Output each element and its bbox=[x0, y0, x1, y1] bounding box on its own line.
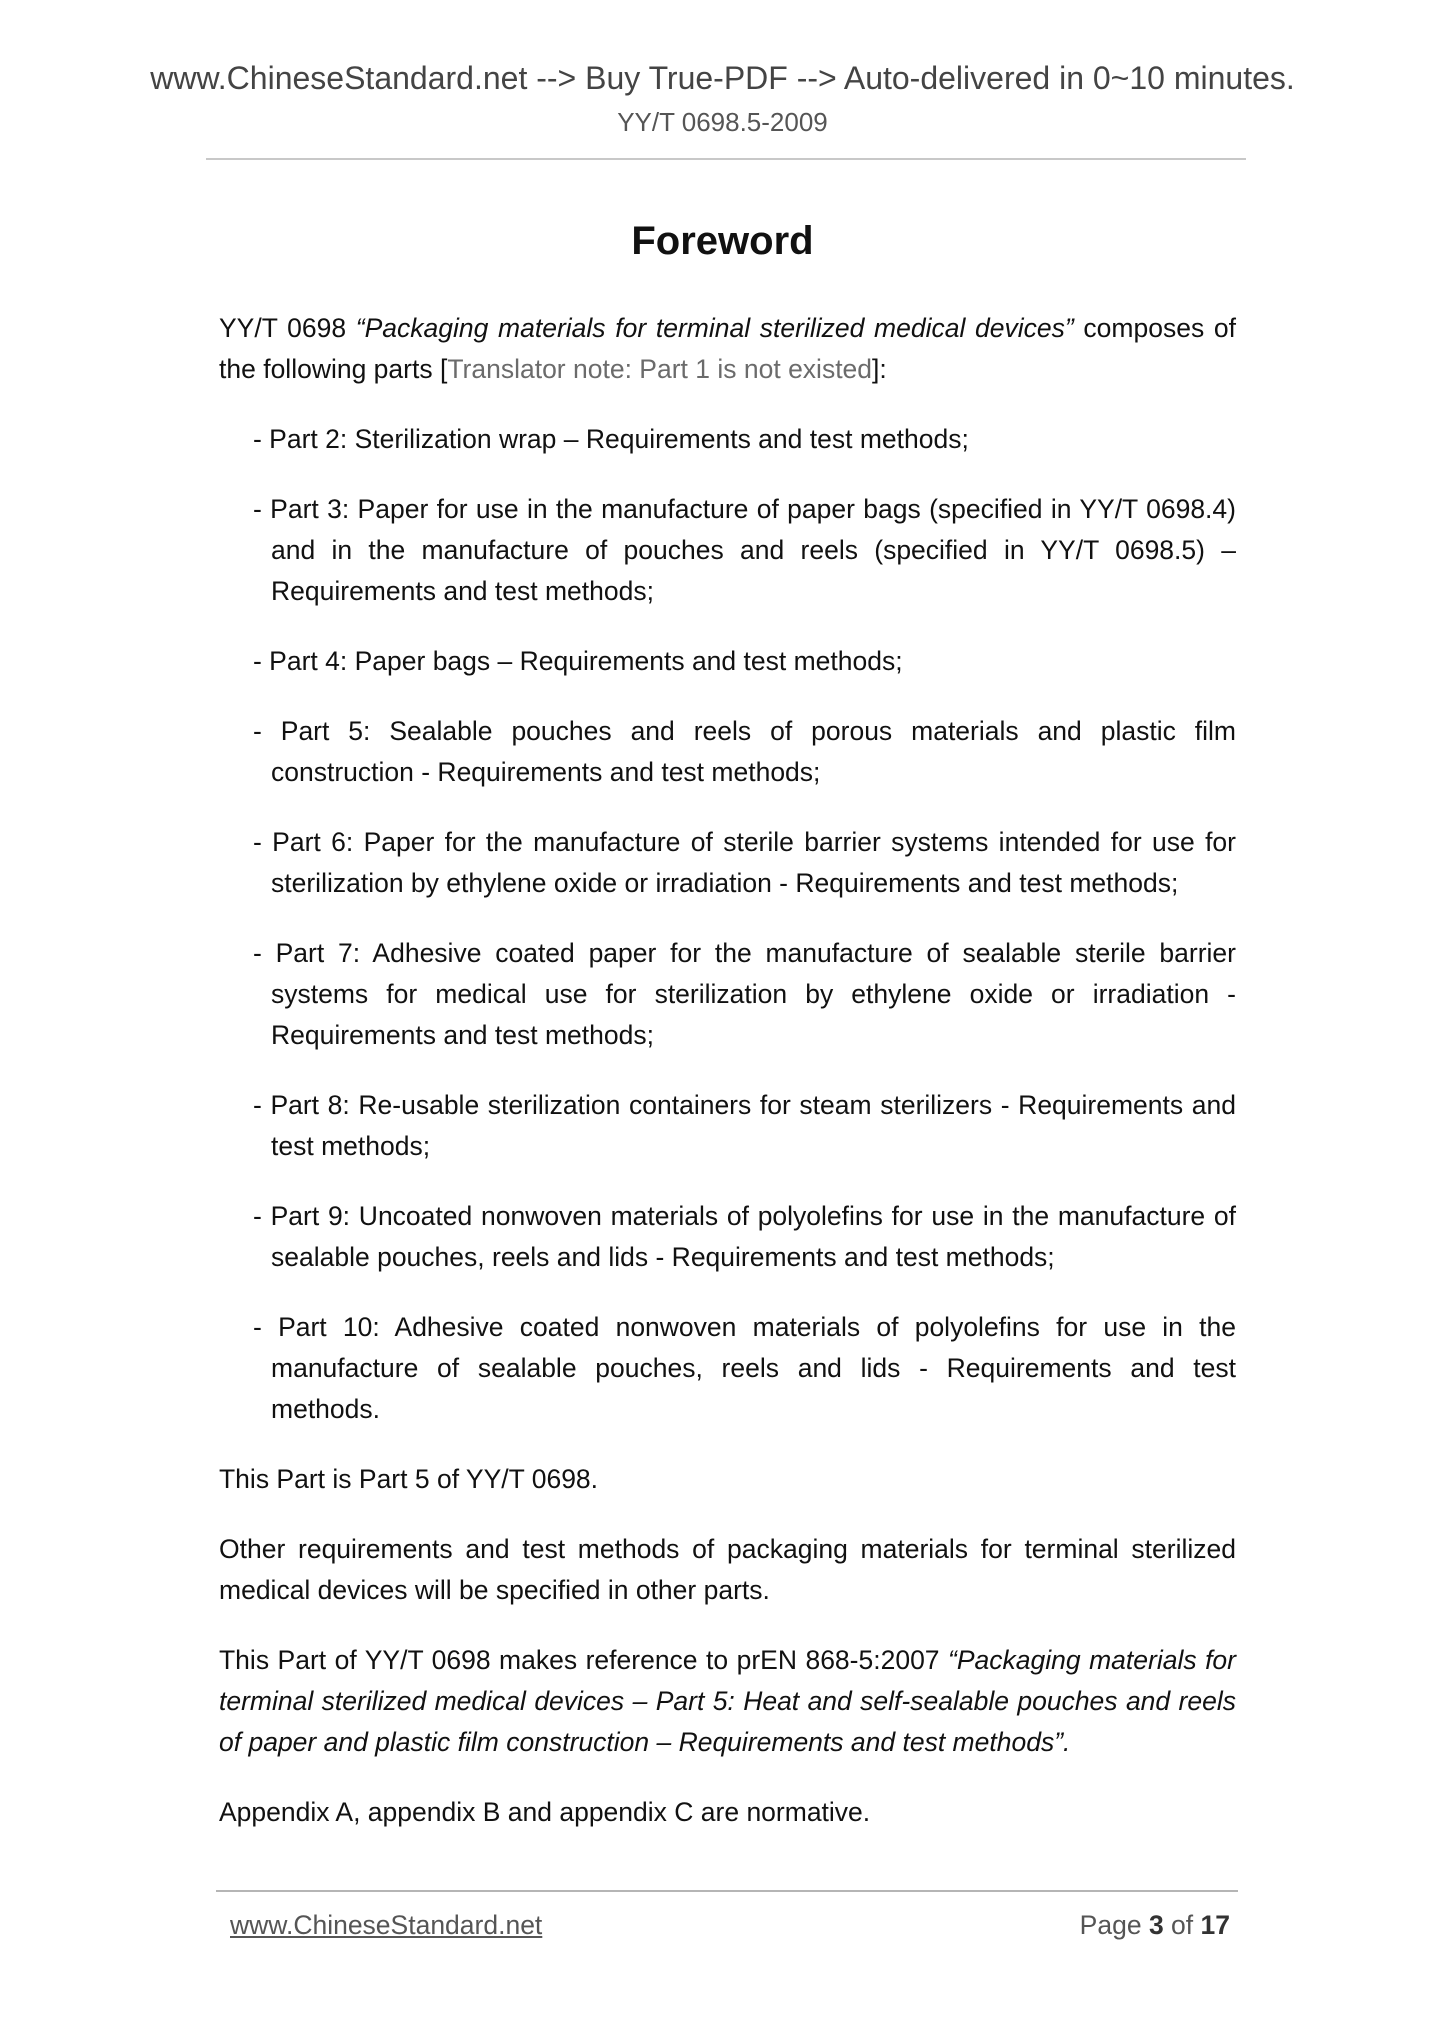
intro-prefix: YY/T 0698 bbox=[219, 313, 356, 343]
standard-code: YY/T 0698.5-2009 bbox=[617, 107, 828, 137]
reference-prefix: This Part of YY/T 0698 makes reference to prEN 868-5:2007 bbox=[219, 1645, 949, 1675]
page-label: Page bbox=[1079, 1910, 1149, 1940]
list-item: - Part 6: Paper for the manufacture of sterile barrier systems intended for use for sterilization by ethylene oxide or irradiation - Requirements and test methods; bbox=[253, 827, 1236, 898]
parts-list bbox=[219, 419, 1236, 1430]
other-requirements-paragraph: Other requirements and test methods of packaging materials for terminal sterilized medical devices will be specified in other parts. bbox=[219, 1534, 1236, 1605]
foreword-body bbox=[219, 308, 1236, 1862]
list-item: - Part 10: Adhesive coated nonwoven materials of polyolefins for use in the manufacture of sealable pouches, reels and lids - Requirements and test methods. bbox=[253, 1312, 1236, 1424]
reference-title: “Packaging materials for terminal sterilized medical devices – Part 5: Heat and self-sealable pouches and reels of paper and plastic film construction – Requirements and test methods”. bbox=[219, 1645, 1236, 1757]
page-number bbox=[1080, 1908, 1230, 1942]
header-divider bbox=[206, 158, 1246, 160]
list-item: - Part 3: Paper for use in the manufacture of paper bags (specified in YY/T 0698.4) and in the manufacture of pouches and reels (specified in YY/T 0698.5) – Requirements and test methods; bbox=[253, 494, 1236, 606]
intro-middle: composes of the following parts [ bbox=[219, 313, 1236, 384]
list-item: - Part 4: Paper bags – Requirements and test methods; bbox=[253, 646, 903, 676]
intro-suffix: ]: bbox=[872, 354, 887, 384]
part-statement: This Part is Part 5 of YY/T 0698. bbox=[219, 1464, 599, 1494]
list-item: - Part 8: Re-usable sterilization containers for steam sterilizers - Requirements and test methods; bbox=[253, 1090, 1236, 1161]
list-item: - Part 9: Uncoated nonwoven materials of polyolefins for use in the manufacture of sealable pouches, reels and lids - Requirements and test methods; bbox=[253, 1201, 1236, 1272]
list-item: - Part 2: Sterilization wrap – Requirements and test methods; bbox=[253, 424, 969, 454]
intro-paragraph bbox=[219, 308, 1236, 390]
list-item: - Part 7: Adhesive coated paper for the manufacture of sealable sterile barrier systems for medical use for sterilization by ethylene oxide or irradiation - Requirements and test methods; bbox=[253, 938, 1236, 1050]
reference-paragraph bbox=[219, 1640, 1236, 1763]
appendix-paragraph: Appendix A, appendix B and appendix C are normative. bbox=[219, 1797, 871, 1827]
list-item: - Part 5: Sealable pouches and reels of porous materials and plastic film construction - Requirements and test methods; bbox=[253, 716, 1236, 787]
intro-title: “Packaging materials for terminal sterilized medical devices” bbox=[355, 313, 1074, 343]
footer-divider bbox=[216, 1890, 1238, 1892]
page-current: 3 bbox=[1148, 1910, 1164, 1940]
page-total: 17 bbox=[1200, 1910, 1230, 1940]
page-of: of bbox=[1163, 1910, 1201, 1940]
page-title: Foreword bbox=[631, 219, 814, 263]
translator-note: Translator note: Part 1 is not existed bbox=[447, 354, 873, 384]
header-banner: www.ChineseStandard.net --> Buy True-PDF --> Auto-delivered in 0~10 minutes. bbox=[150, 60, 1295, 96]
footer-site-link[interactable]: www.ChineseStandard.net bbox=[230, 1910, 543, 1940]
